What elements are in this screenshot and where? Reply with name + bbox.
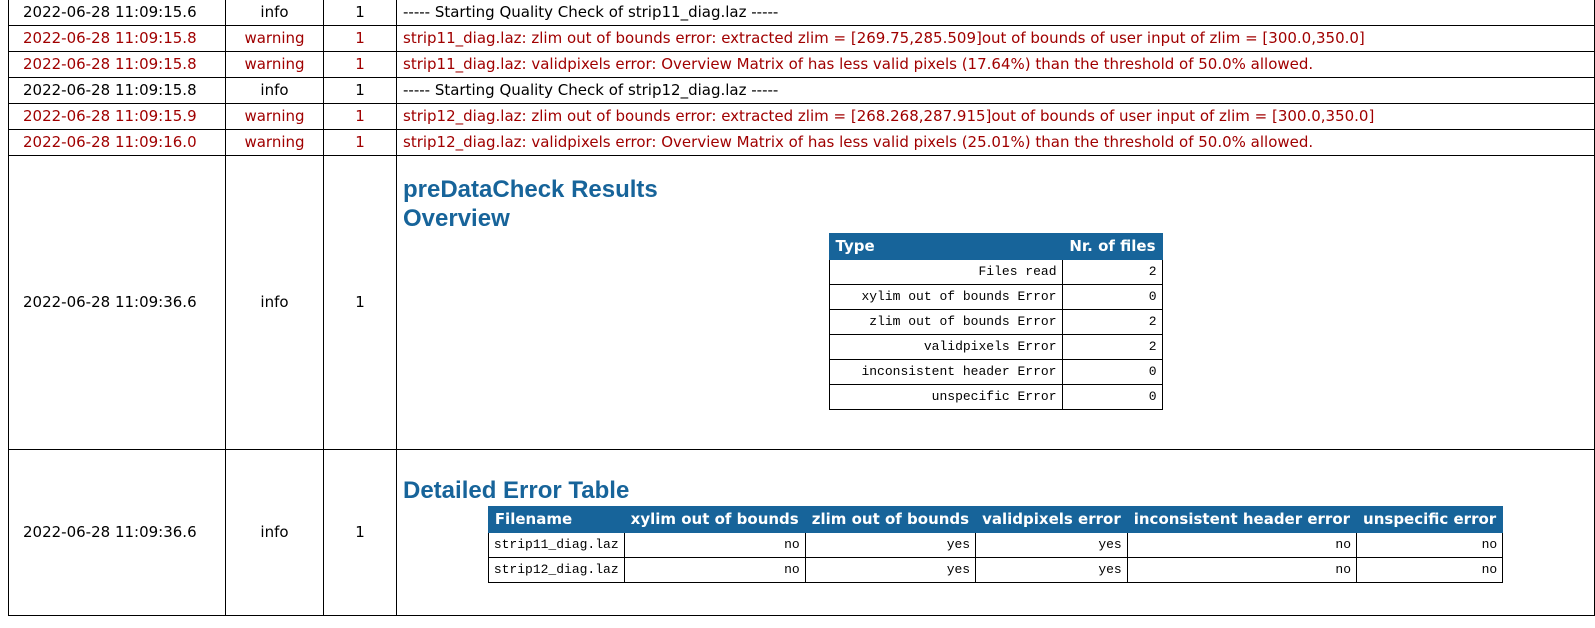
message-cell: strip12_diag.laz: validpixels error: Overview Matrix of has less valid pixels (25.01%) than the threshold of 50.0% allowed.	[397, 130, 1595, 156]
message-cell: ----- Starting Quality Check of strip12_diag.laz -----	[397, 78, 1595, 104]
count-cell: 1	[324, 156, 397, 450]
overview-count-cell: 0	[1062, 285, 1162, 310]
timestamp-cell: 2022-06-28 11:09:15.6	[9, 0, 226, 26]
message-cell: strip11_diag.laz: zlim out of bounds error: extracted zlim = [269.75,285.509]out of bounds of user input of zlim = [300.0,350.0]	[397, 26, 1595, 52]
detail-title: Detailed Error Table	[403, 477, 630, 504]
message-cell: strip11_diag.laz: validpixels error: Overview Matrix of has less valid pixels (17.64%) than the threshold of 50.0% allowed.	[397, 52, 1595, 78]
overview-header-count: Nr. of files	[1062, 234, 1162, 260]
detail-error-table	[488, 506, 1503, 583]
overview-log-row	[9, 156, 1595, 450]
detail-value-cell: no	[624, 533, 805, 558]
detail-header-cell: validpixels error	[976, 507, 1128, 533]
level-cell: warning	[226, 52, 324, 78]
detail-log-row	[9, 450, 1595, 616]
timestamp-cell: 2022-06-28 11:09:15.8	[9, 52, 226, 78]
message-cell: ----- Starting Quality Check of strip11_diag.laz -----	[397, 0, 1595, 26]
timestamp-cell: 2022-06-28 11:09:36.6	[9, 450, 226, 616]
log-row	[9, 52, 1595, 78]
detail-panel	[397, 450, 1595, 616]
overview-count-cell: 2	[1062, 335, 1162, 360]
overview-row	[829, 310, 1162, 335]
overview-type-cell: Files read	[829, 260, 1062, 285]
detail-header-cell: unspecific error	[1357, 507, 1503, 533]
timestamp-cell: 2022-06-28 11:09:16.0	[9, 130, 226, 156]
level-cell: warning	[226, 26, 324, 52]
level-cell: info	[226, 156, 324, 450]
overview-count-cell: 0	[1062, 360, 1162, 385]
detail-value-cell: no	[624, 558, 805, 583]
overview-count-cell: 0	[1062, 385, 1162, 410]
timestamp-cell: 2022-06-28 11:09:36.6	[9, 156, 226, 450]
timestamp-cell: 2022-06-28 11:09:15.8	[9, 78, 226, 104]
log-row	[9, 78, 1595, 104]
detail-header-cell: zlim out of bounds	[805, 507, 975, 533]
overview-subtitle: Overview	[403, 205, 510, 232]
detail-value-cell: yes	[976, 533, 1128, 558]
count-cell: 1	[324, 0, 397, 26]
log-table	[8, 0, 1595, 616]
overview-row	[829, 285, 1162, 310]
overview-type-cell: zlim out of bounds Error	[829, 310, 1062, 335]
detail-header-cell: xylim out of bounds	[624, 507, 805, 533]
detail-value-cell: no	[1127, 558, 1356, 583]
timestamp-cell: 2022-06-28 11:09:15.8	[9, 26, 226, 52]
log-row	[9, 104, 1595, 130]
overview-type-cell: unspecific Error	[829, 385, 1062, 410]
detail-value-cell: yes	[805, 533, 975, 558]
overview-type-cell: validpixels Error	[829, 335, 1062, 360]
detail-header-cell: Filename	[488, 507, 624, 533]
level-cell: info	[226, 450, 324, 616]
count-cell: 1	[324, 450, 397, 616]
log-row	[9, 0, 1595, 26]
detail-value-cell: yes	[805, 558, 975, 583]
detail-row	[488, 558, 1502, 583]
message-cell: strip12_diag.laz: zlim out of bounds error: extracted zlim = [268.268,287.915]out of bounds of user input of zlim = [300.0,350.0]	[397, 104, 1595, 130]
log-row	[9, 130, 1595, 156]
count-cell: 1	[324, 52, 397, 78]
count-cell: 1	[324, 104, 397, 130]
detail-row	[488, 533, 1502, 558]
level-cell: warning	[226, 104, 324, 130]
detail-value-cell: no	[1357, 558, 1503, 583]
overview-type-cell: xylim out of bounds Error	[829, 285, 1062, 310]
detail-filename-cell: strip11_diag.laz	[488, 533, 624, 558]
log-row	[9, 26, 1595, 52]
detail-value-cell: no	[1357, 533, 1503, 558]
overview-panel	[397, 156, 1595, 450]
level-cell: info	[226, 0, 324, 26]
detail-value-cell: yes	[976, 558, 1128, 583]
overview-row	[829, 335, 1162, 360]
count-cell: 1	[324, 130, 397, 156]
overview-row	[829, 385, 1162, 410]
overview-count-cell: 2	[1062, 260, 1162, 285]
count-cell: 1	[324, 26, 397, 52]
detail-header-cell: inconsistent header error	[1127, 507, 1356, 533]
level-cell: info	[226, 78, 324, 104]
level-cell: warning	[226, 130, 324, 156]
log-body	[9, 0, 1595, 616]
overview-count-cell: 2	[1062, 310, 1162, 335]
overview-row	[829, 360, 1162, 385]
count-cell: 1	[324, 78, 397, 104]
timestamp-cell: 2022-06-28 11:09:15.9	[9, 104, 226, 130]
overview-header-type: Type	[829, 234, 1062, 260]
overview-row	[829, 260, 1162, 285]
overview-table	[829, 233, 1163, 410]
overview-type-cell: inconsistent header Error	[829, 360, 1062, 385]
overview-title: preDataCheck Results	[403, 176, 658, 203]
detail-value-cell: no	[1127, 533, 1356, 558]
detail-filename-cell: strip12_diag.laz	[488, 558, 624, 583]
